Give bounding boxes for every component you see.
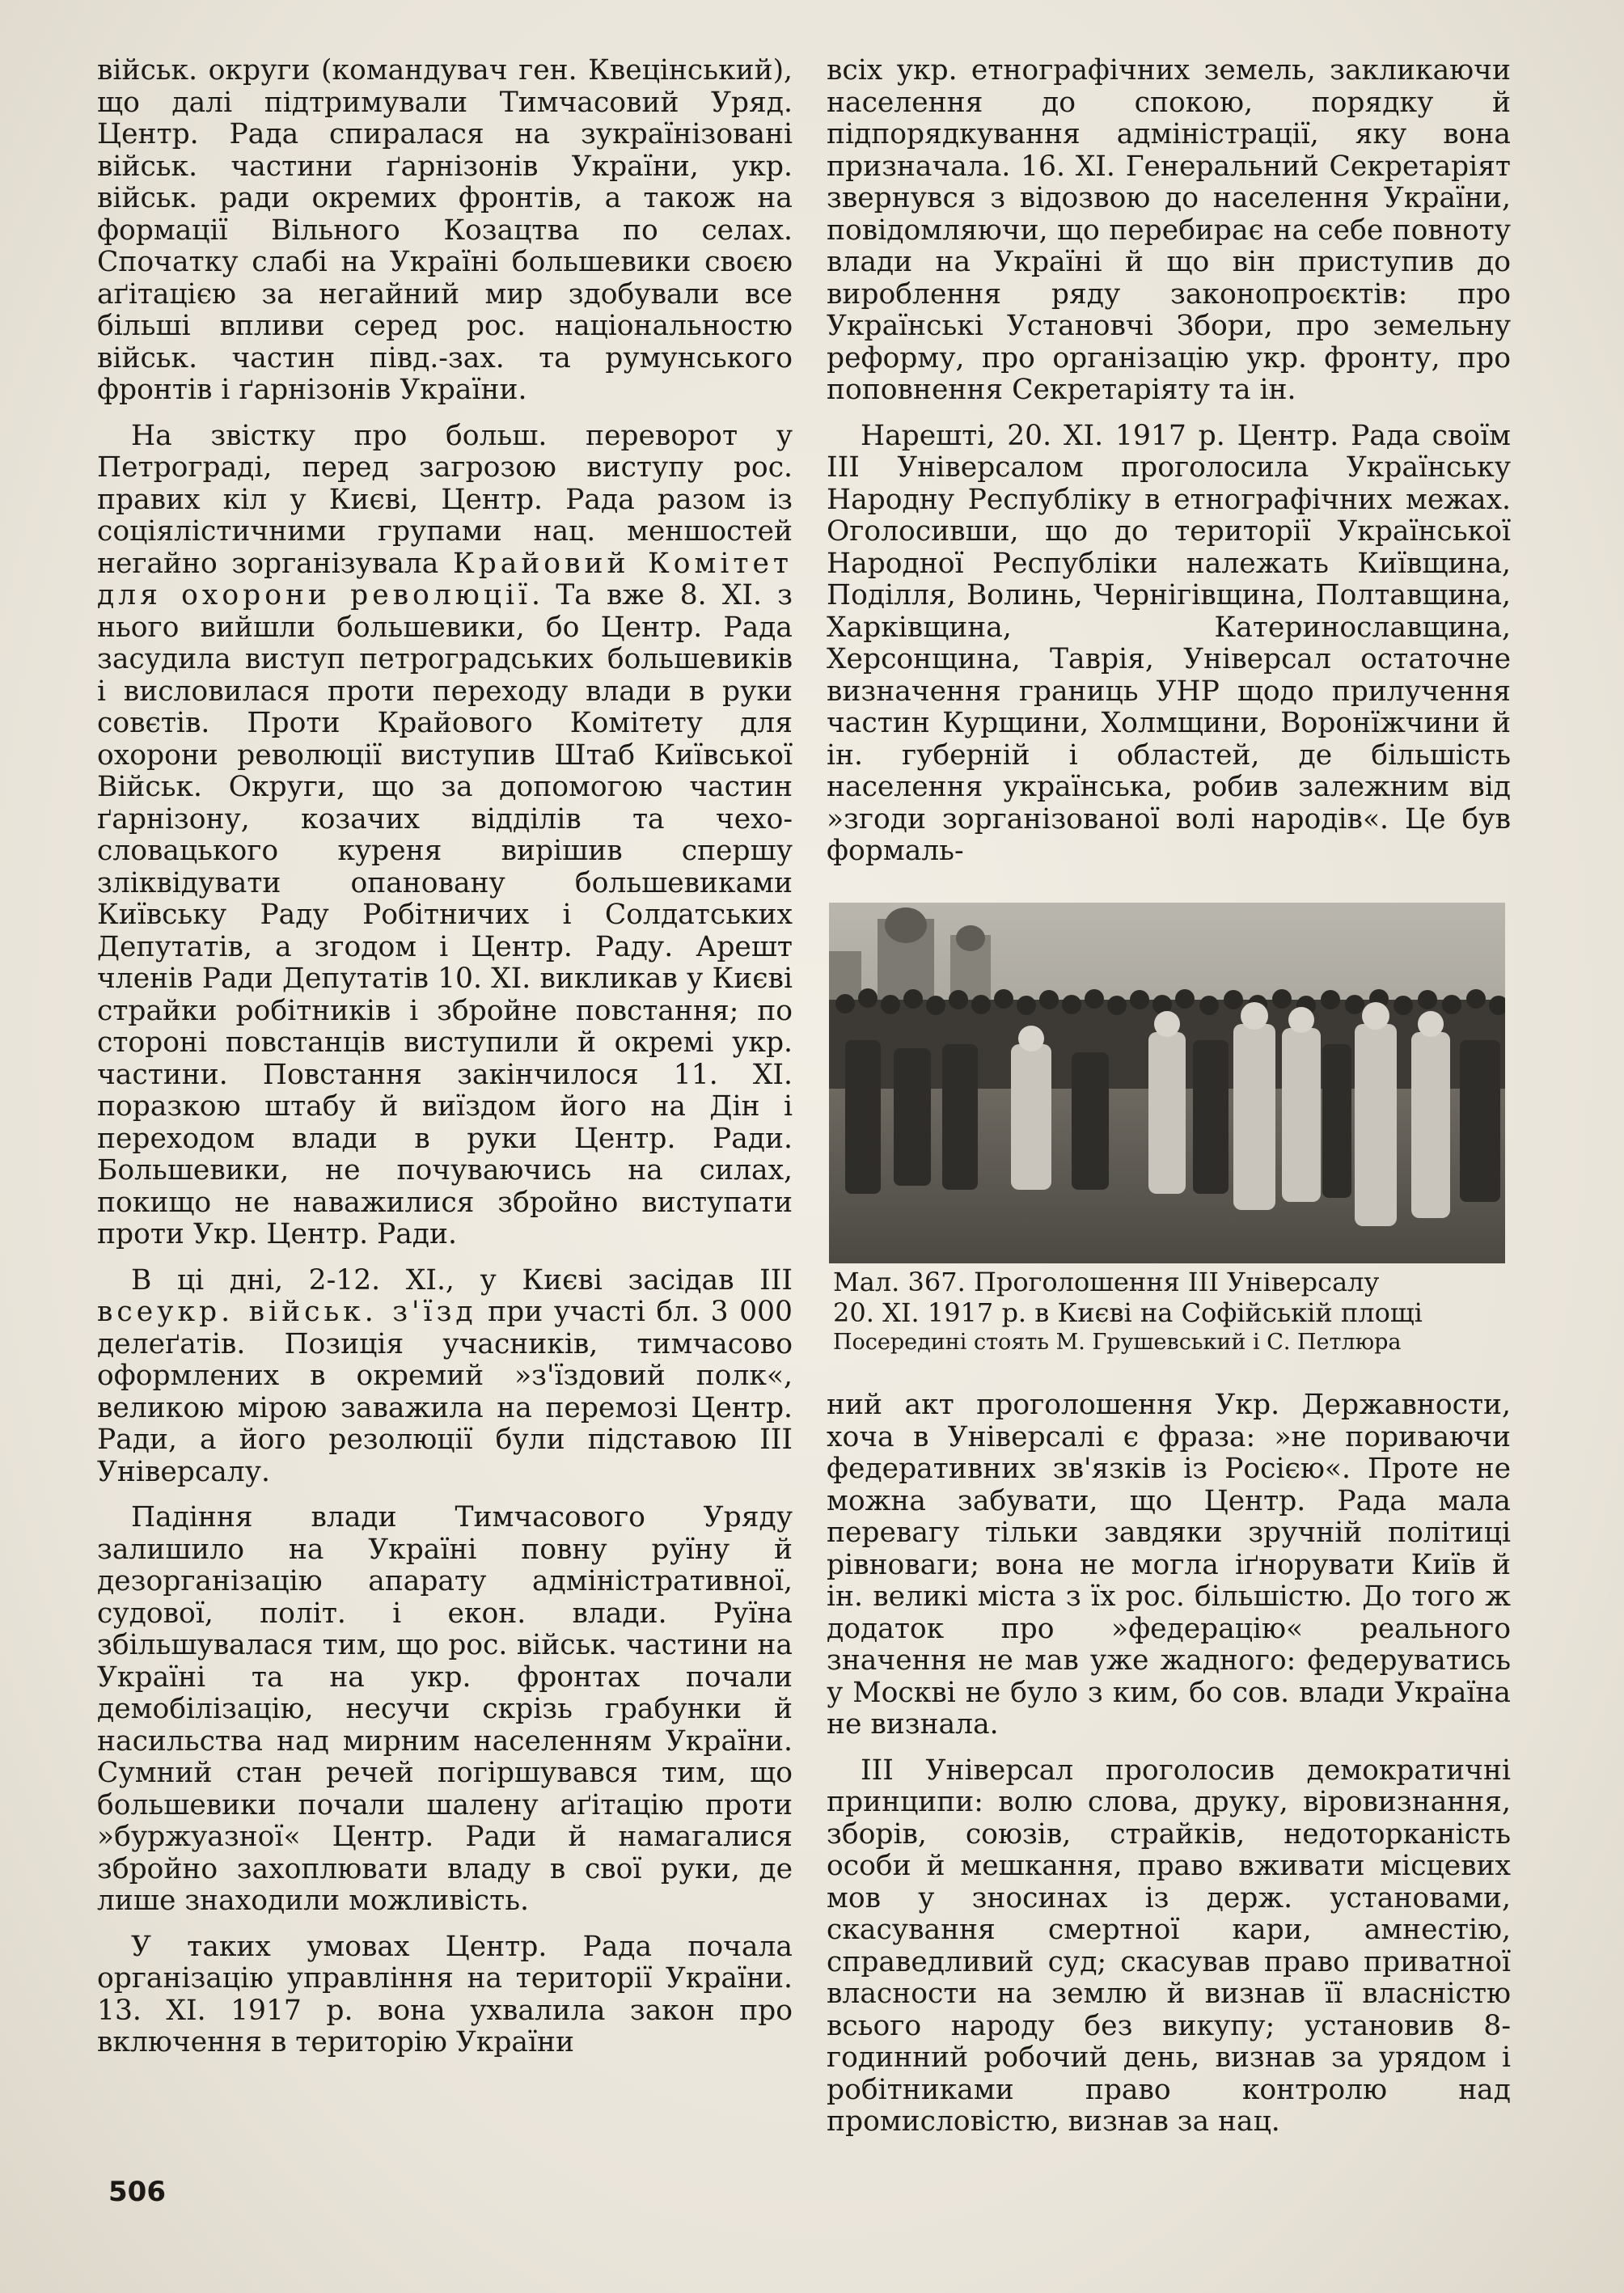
paragraph: В ці дні, 2-12. XI., у Києві засідав III всеукр. військ. з'їзд при участі бл. 3 000 делеґатів. Позиція учасників, тимчасово оформлених в окремий »з'їздовий полк«, великою мірою заважила на перемозі Центр. Ради, а його резолюції були підставою III Універсалу.	[97, 1263, 793, 1488]
paragraph: На звістку про больш. переворот у Петрограді, перед загрозою виступу рос. правих кіл у Києві, Центр. Рада разом із соціялістичними групами нац. меншостей негайно зорганізувала Крайовий Комітет для охорони революції. Та вже 8. XI. з нього вийшли большевики, бо Центр. Рада засудила виступ петроградських большевиків і висловилася проти переходу влади в руки совєтів. Проти Крайового Комітету для охорони революції виступив Штаб Київської Військ. Округи, що за допомогою частин ґарнізону, козачих відділів та чехо-словацького куреня вирішив спершу зліквідувати опановану большевиками Київську Раду Робітничих і Солдатських Депутатів, а згодом і Центр. Раду. Арешт членів Ради Депутатів 10. XI. викликав у Києві страйки робітників і збройне повстання; по стороні повстанців виступили й окремі укр. частини. Повстання закінчилося 11. XI. поразкою штабу й виїздом його на Дін і переходом влади в руки Центр. Ради. Большевики, не почуваючись на силах, покищо не наважилися збройно виступати проти Укр. Центр. Ради.	[97, 419, 793, 1250]
paragraph: всіх укр. етнографічних земель, закликаючи населення до спокою, порядку й підпорядкування адміністрації, яку вона призначала. 16. XI. Генеральний Секретаріят звернувся з відозвою до населення України, повідомляючи, що перебирає на себе повноту влади на Україні й що він приступив до вироблення ряду законопроєктів: про Українські Установчі Збори, про земельну реформу, про організацію укр. фронту, про поповнення Секретаріяту та ін.	[827, 54, 1511, 406]
paragraph: Нарешті, 20. XI. 1917 р. Центр. Рада своїм III Універсалом проголосила Українську Народну Республіку в етнографічних межах. Оголосивши, що до території Української Народної Республіки належать Київщина, Поділля, Волинь, Чернігівщина, Полтавщина, Харківщина, Катеринославщина, Херсонщина, Таврія, Універсал остаточне визначення границь УНР щодо прилучення частин Курщини, Холмщини, Воронїжчини й ін. губерній і областей, де більшість населення українська, робив залежним від »згоди зорганізованої волі народів«. Це був формаль-	[827, 419, 1511, 867]
paragraph: III Універсал проголосив демократичні принципи: волю слова, друку, віровизнання, зборів, союзів, страйків, недоторканість особи й мешкання, право вживати місцевих мов у зносинах із держ. установами, скасування смертної кари, амнестію, справедливий суд; скасував право приватної власности на землю й визнав її власністю всього народу без викупу; установив 8-годинний робочий день, визнав за урядом і робітниками право контролю над промисловістю, визнав за нац.	[827, 1754, 1511, 2138]
paragraph: Падіння влади Тимчасового Уряду залишило на Україні повну руїну й дезорганізацію апарату адміністративної, судової, політ. і екон. влади. Руїна збільшувалася тим, що рос. військ. частини на Україні та на укр. фронтах почали демобілізацію, несучи скрізь грабунки й насильства над мирним населенням України. Сумний стан речей погіршувався тим, що большевики почали шалену аґітацію проти »буржуазної« Центр. Ради й намагалися збройно захоплювати владу в свої руки, де лише знаходили можливість.	[97, 1501, 793, 1917]
left-column	[97, 55, 793, 2073]
figure-caption	[833, 1267, 1517, 1357]
paragraph: ний акт проголошення Укр. Державности, хоча в Універсалі є фраза: »не пориваючи федеративних зв'язків із Росією«. Проте не можна забувати, що Центр. Рада мала перевагу тільки завдяки зручній політиці рівноваги; вона не могла іґнорувати Київ й ін. великі міста з їх рос. більшістю. До того ж додаток про »федерацію« реального значення не мав уже жадного: федеруватись у Москві не було з ким, бо сов. влади Україна не визнала.	[827, 1389, 1511, 1741]
spaced-term: всеукр. військ. з'їзд	[97, 1296, 477, 1328]
caption-line: Мал. 367. Проголошення III Універсалу	[833, 1267, 1380, 1297]
caption-subtitle: Посередині стоять М. Грушевський і С. Петлюра	[833, 1330, 1402, 1355]
right-column-top	[827, 55, 1511, 882]
paragraph: У таких умовах Центр. Рада почала організацію управління на території України. 13. XI. 1917 р. вона ухвалила закон про включення в територію України	[97, 1930, 793, 2058]
page-number: 506	[108, 2176, 166, 2208]
caption-line: 20. XI. 1917 р. в Києві на Софійській площі	[833, 1297, 1423, 1328]
spaced-term: Крайовий Комітет для охорони революції	[97, 547, 793, 611]
right-column-bottom	[827, 1390, 1511, 2152]
historical-photo	[829, 903, 1505, 1263]
paragraph: військ. округи (командувач ген. Квецінський), що далі підтримували Тимчасовий Уряд. Центр. Рада спиралася на зукраїнізовані військ. частини ґарнізонів України, укр. військ. ради окремих фронтів, а також на формації Вільного Козацтва по селах. Спочатку слабі на Україні большевики своєю аґітацією за негайний мир здобували все більші впливи серед рос. національностю військ. частин півд.-зах. та румунського фронтів і ґарнізонів України.	[97, 54, 793, 406]
